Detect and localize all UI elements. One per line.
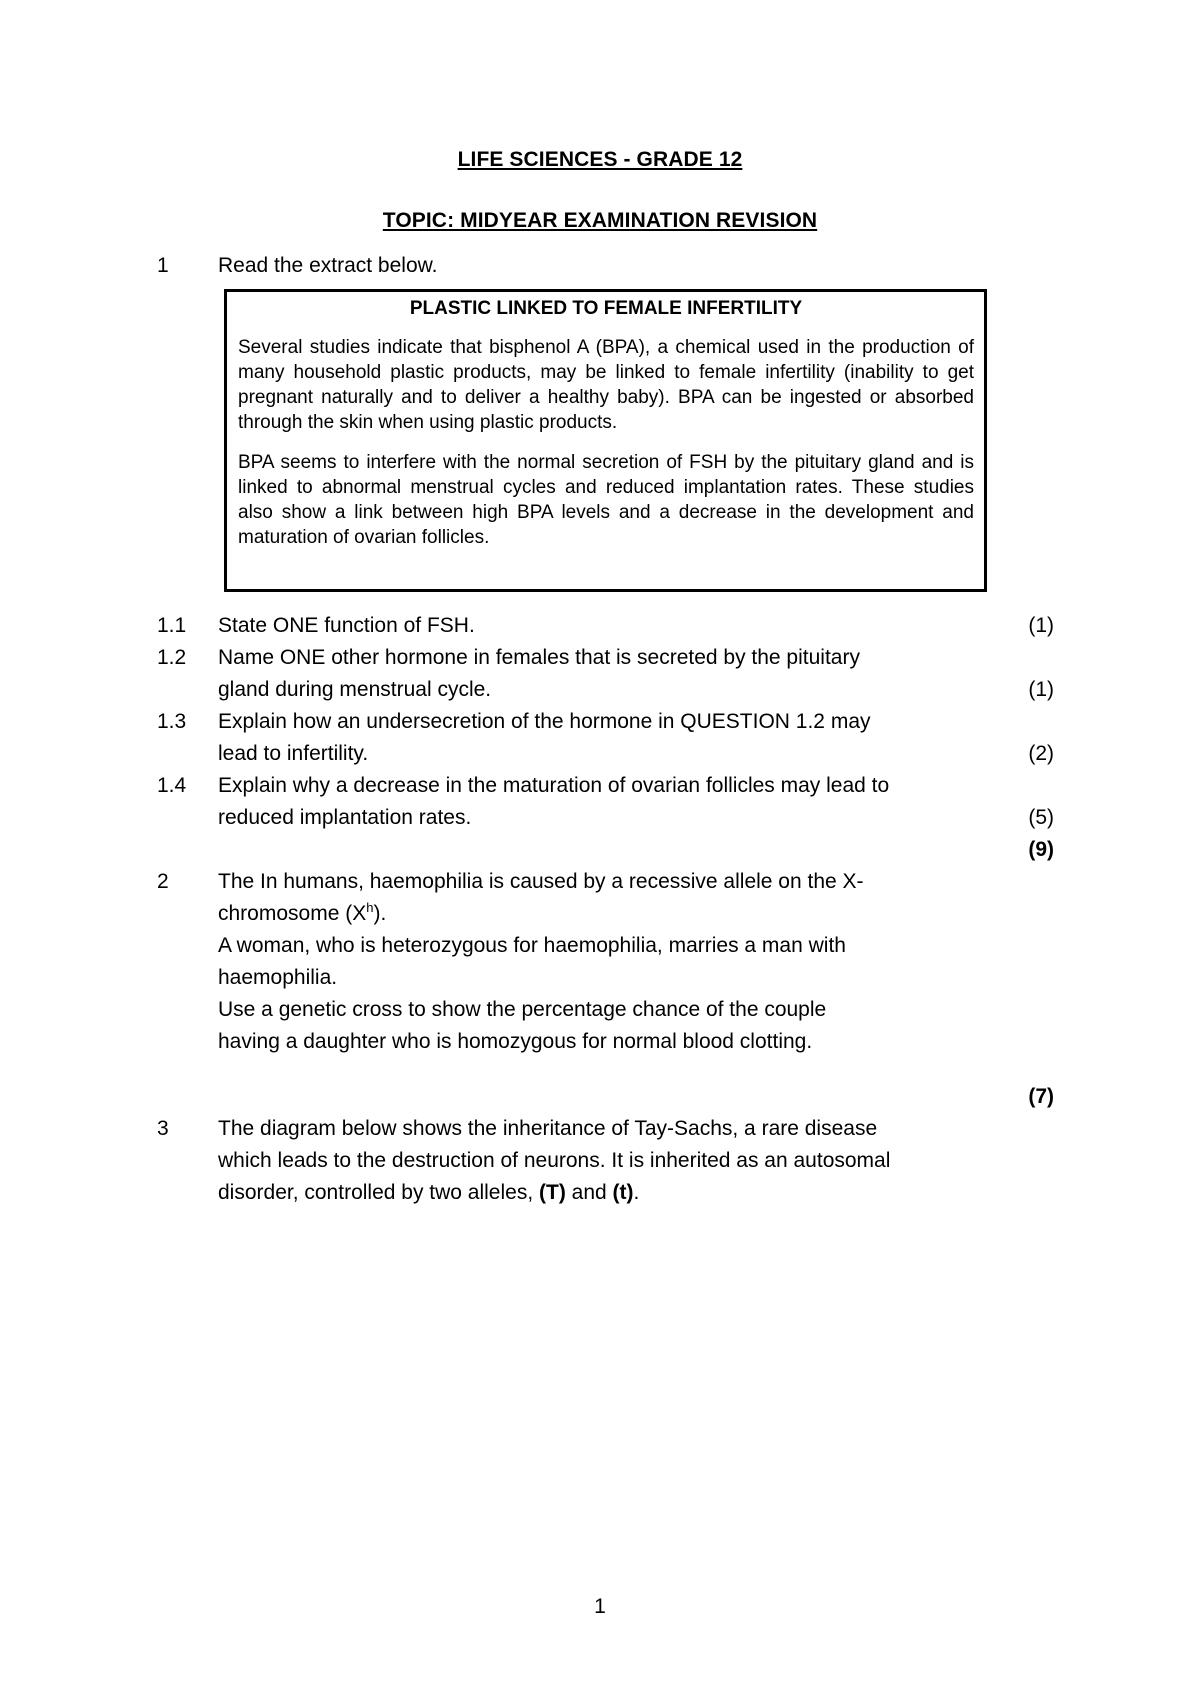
question-1-1-number: 1.1 — [157, 614, 187, 637]
question-2-line2-post: ). — [373, 902, 387, 925]
question-1-3-text-line2: lead to infertility. — [218, 742, 369, 765]
question-1-3-number: 1.3 — [157, 710, 187, 733]
question-3-line3-pre: disorder, controlled by two alleles, — [218, 1181, 539, 1204]
extract-box — [224, 289, 987, 592]
question-2-line2-pre: chromosome (X — [218, 902, 367, 925]
question-1-2-text-line2: gland during menstrual cycle. — [218, 678, 492, 701]
question-2-line2 — [218, 898, 1018, 930]
question-1-4-text-line2: reduced implantation rates. — [218, 806, 472, 829]
question-3-line3-post: . — [633, 1181, 640, 1204]
extract-heading: PLASTIC LINKED TO FEMALE INFERTILITY — [409, 298, 803, 319]
question-1-4-mark: (5) — [1028, 806, 1054, 829]
question-2-total-mark: (7) — [1028, 1085, 1054, 1108]
question-2-number: 2 — [157, 870, 169, 893]
allele-h-superscript: h — [366, 900, 374, 915]
question-2-line6: having a daughter who is homozygous for normal blood clotting. — [218, 1030, 813, 1053]
question-1-2-text-line1: Name ONE other hormone in females that is secreted by the pituitary — [218, 646, 860, 669]
question-2-line3: A woman, who is heterozygous for haemophilia, marries a man with — [218, 934, 846, 957]
allele-recessive-label: (t) — [612, 1181, 634, 1204]
question-1-number: 1 — [157, 254, 169, 277]
question-2-line4: haemophilia. — [218, 966, 338, 989]
question-1-intro: Read the extract below. — [218, 254, 438, 277]
question-3-line1: The diagram below shows the inheritance of Tay-Sachs, a rare disease — [218, 1117, 878, 1140]
question-1-1-text: State ONE function of FSH. — [218, 614, 475, 637]
question-1-2-mark: (1) — [1028, 678, 1054, 701]
page-number: 1 — [594, 1595, 606, 1618]
question-3-number: 3 — [157, 1117, 169, 1140]
page-title: LIFE SCIENCES - GRADE 12 — [457, 148, 743, 171]
page-topic: TOPIC: MIDYEAR EXAMINATION REVISION — [382, 209, 818, 232]
question-3-and: and — [565, 1181, 613, 1204]
question-3-line2: which leads to the destruction of neurons. It is inherited as an autosomal — [218, 1149, 891, 1172]
question-1-3-mark: (2) — [1028, 742, 1054, 765]
question-1-1-mark: (1) — [1028, 614, 1054, 637]
question-1-4-text-line1: Explain why a decrease in the maturation of ovarian follicles may lead to — [218, 774, 890, 797]
extract-paragraph-1: Several studies indicate that bisphenol A (BPA), a chemical used in the production of many household plastic products, may be linked to female infertility (inability to get pregnant naturally and to deliver a healthy baby). BPA can be ingested or absorbed through the skin when using plastic products. — [238, 337, 974, 433]
question-1-total-mark: (9) — [1028, 838, 1054, 861]
extract-paragraph-2: BPA seems to interfere with the normal secretion of FSH by the pituitary gland and is linked to abnormal menstrual cycles and reduced implantation rates. These studies also show a link between high BPA levels and a decrease in the development and maturation of ovarian follicles. — [238, 452, 974, 548]
allele-dominant-label: (T) — [539, 1181, 566, 1204]
question-3-line3 — [218, 1177, 1018, 1209]
question-1-3-text-line1: Explain how an undersecretion of the hormone in QUESTION 1.2 may — [218, 710, 871, 733]
question-2-line5: Use a genetic cross to show the percentage chance of the couple — [218, 998, 827, 1021]
question-1-2-number: 1.2 — [157, 646, 187, 669]
question-1-4-number: 1.4 — [157, 774, 187, 797]
question-2-line1: The In humans, haemophilia is caused by a recessive allele on the X- — [218, 870, 864, 893]
